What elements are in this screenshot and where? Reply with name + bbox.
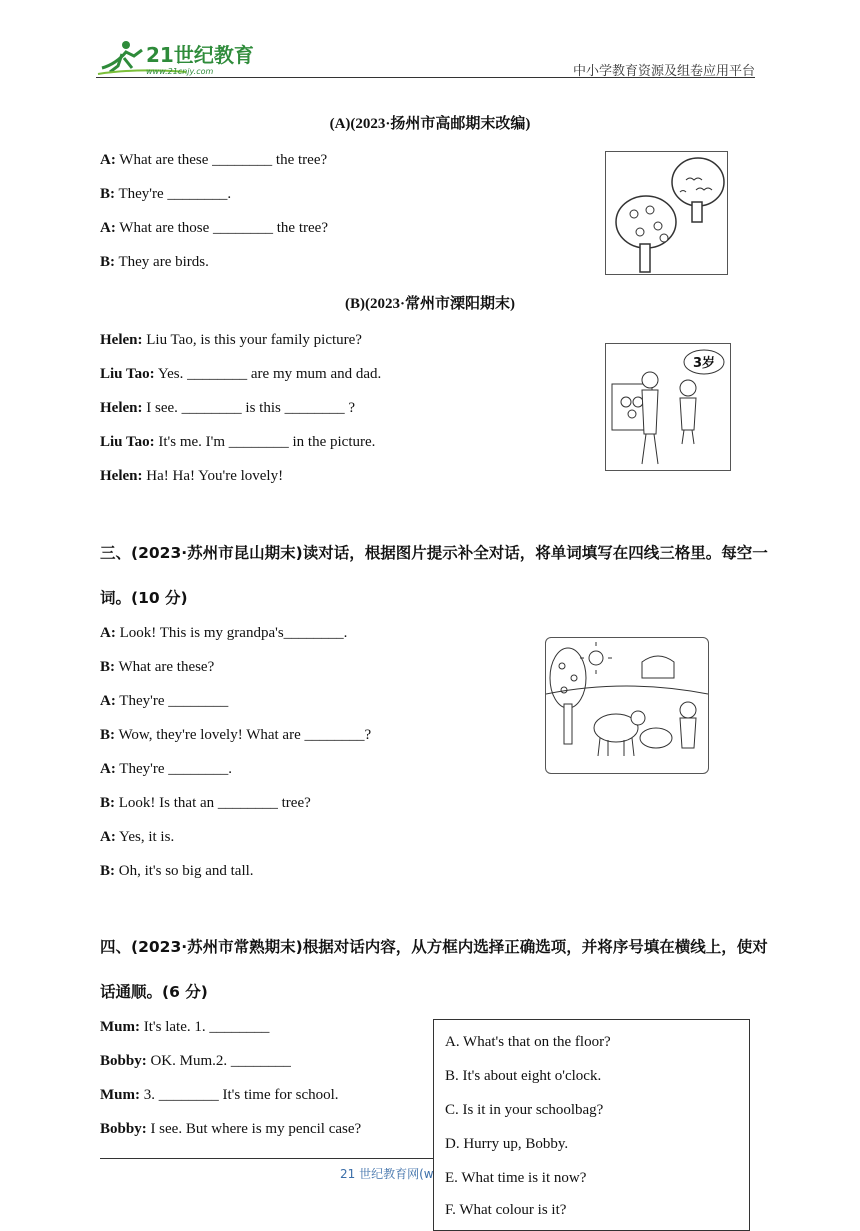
option-item: C. Is it in your schoolbag? [445, 1102, 604, 1118]
option-item: B. It's about eight o'clock. [445, 1068, 602, 1084]
option-item: D. Hurry up, Bobby. [445, 1136, 569, 1152]
option-item: A. What's that on the floor? [445, 1034, 611, 1050]
dialog-line: A: They're ________. [100, 761, 232, 777]
dialog-line: Bobby: OK. Mum.2. ________ [100, 1053, 291, 1069]
family-picture-icon [606, 344, 730, 470]
dialog-line: B: What are these? [100, 659, 215, 675]
dialog-line: Liu Tao: Yes. ________ are my mum and dad. [100, 366, 382, 382]
family-photo-illustration [605, 343, 731, 471]
site-logo [96, 38, 266, 78]
footer-divider [100, 1158, 433, 1159]
section-4-title: 四、(2023·苏州市常熟期末)根据对话内容，从方框内选择正确选项，并将序号填在横线上，使对 [100, 938, 768, 956]
dialog-line: Helen: I see. ________ is this ________ ? [100, 400, 355, 416]
age-bubble-text: 3岁 [692, 356, 716, 371]
part-a-heading: (A)(2023·扬州市高邮期末改编) [329, 116, 531, 132]
trees-illustration [605, 151, 728, 275]
dialog-line: B: Oh, it's so big and tall. [100, 863, 254, 879]
dialog-line: A: Yes, it is. [100, 829, 175, 845]
site-tagline: 中小学教育资源及组卷应用平台 [572, 64, 755, 79]
section-3-title-cont: 词。(10 分) [100, 589, 188, 607]
farm-scene-icon [546, 638, 708, 773]
logo-url-text: www.21cnjy.com [146, 67, 214, 76]
logo-text: 21世纪教育 [146, 43, 254, 67]
option-item: F. What colour is it? [445, 1202, 567, 1218]
dialog-line: Mum: 3. ________ It's time for school. [100, 1087, 339, 1103]
dialog-line: B: They're ________. [100, 186, 232, 202]
dialog-line: B: Wow, they're lovely! What are ________? [100, 727, 372, 743]
option-item: E. What time is it now? [445, 1170, 587, 1186]
dialog-line: Mum: It's late. 1. ________ [100, 1019, 270, 1035]
part-b-heading: (B)(2023·常州市溧阳期末) [345, 296, 515, 312]
dialog-line: A: What are these ________ the tree? [100, 152, 328, 168]
dialog-line: Bobby: I see. But where is my pencil case? [100, 1121, 362, 1137]
dialog-line: Helen: Liu Tao, is this your family picture? [100, 332, 362, 348]
dialog-line: A: They're ________ [100, 693, 229, 709]
dialog-line: Helen: Ha! Ha! You're lovely! [100, 468, 284, 484]
apple-tree-icon [606, 152, 727, 274]
footer-link[interactable]: 21 世纪教育网(w [340, 1167, 434, 1181]
dialog-line: B: They are birds. [100, 254, 209, 270]
section-4-title-cont: 话通顺。(6 分) [100, 983, 208, 1001]
header-divider [96, 77, 755, 78]
dialog-line: Liu Tao: It's me. I'm ________ in the picture. [100, 434, 376, 450]
section-3-title: 三、(2023·苏州市昆山期末)读对话，根据图片提示补全对话，将单词填写在四线三格里。每空一 [100, 544, 768, 562]
runner-logo-icon [96, 38, 266, 78]
farm-illustration [545, 637, 709, 774]
dialog-line: B: Look! Is that an ________ tree? [100, 795, 311, 811]
dialog-line: A: Look! This is my grandpa's________. [100, 625, 348, 641]
dialog-line: A: What are those ________ the tree? [100, 220, 328, 236]
